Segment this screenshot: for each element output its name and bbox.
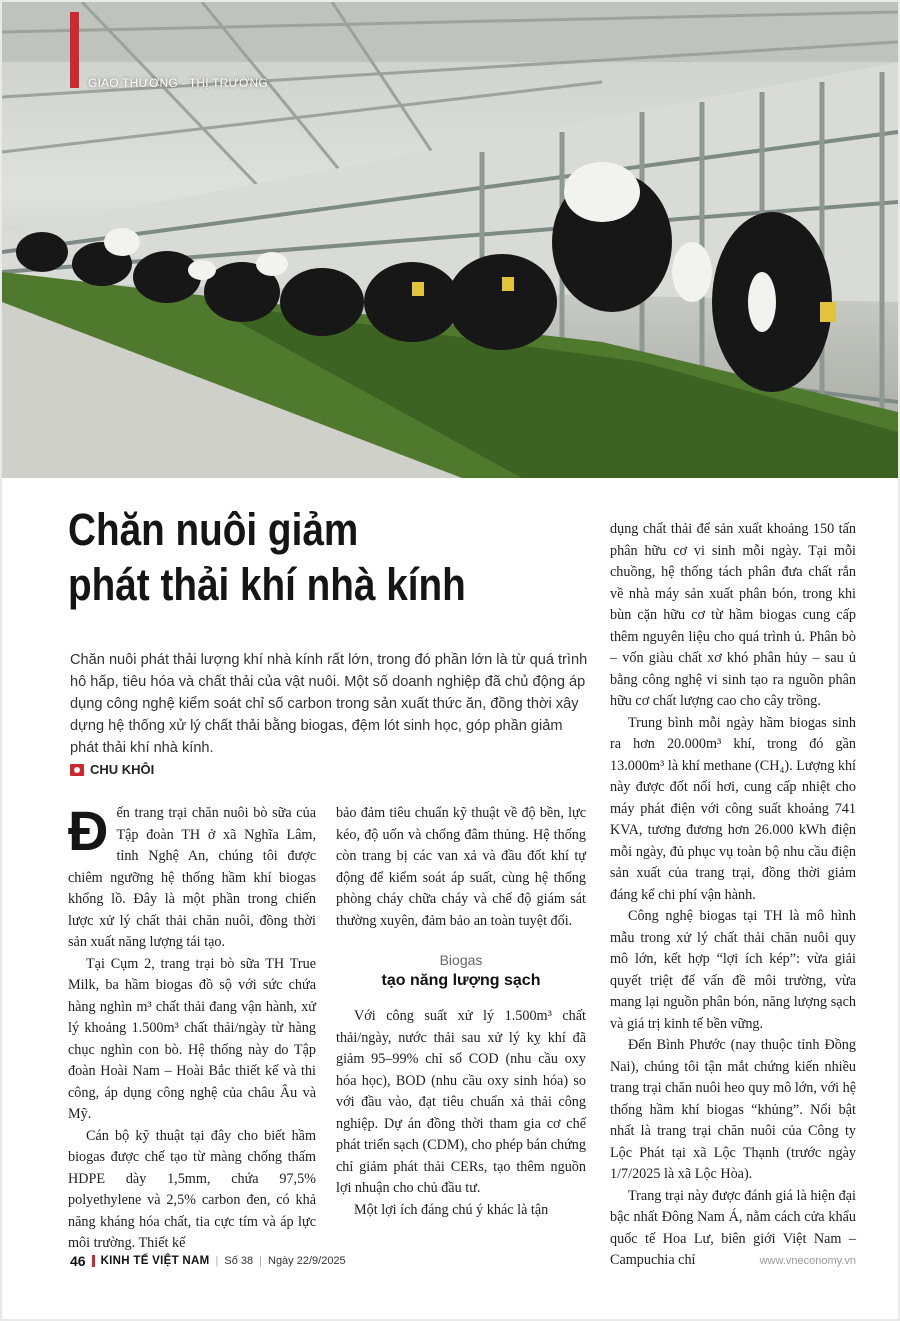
body-paragraph: Trung bình mỗi ngày hầm biogas sinh ra hơn 20.000m³ khí, trong đó gần 13.000m³ là khí methane (CH₄). Lượng khí này được đốt nối hơi, cung cấp nhiệt cho máy phát điện với công suất khoảng 741 KVA, tương đương hơn 26.000 kWh điện mỗi ngày, đủ phục vụ toàn bộ nhu cầu điện sản xuất của trang trại, đồng thời giảm đáng kể chi phí vận hành. bbox=[610, 714, 856, 903]
body-paragraph: Công nghệ biogas tại TH là mô hình mẫu trong xử lý chất thải chăn nuôi quy mô lớn, kết hợp “lợi ích kép”: vừa giải quyết triệt để vấn đề môi trường, vừa mang lại nguồn phân bón, năng lượng sạch và giá trị kinh tế bền vững. bbox=[610, 908, 856, 1032]
body-paragraph: bảo đảm tiêu chuẩn kỹ thuật về độ bền, lực kéo, độ uốn và chống đâm thủng. Hệ thống còn trang bị các van xả và đầu đốt khí tự động để kiểm soát áp suất, cùng hệ thống phòng cháy chữa cháy và chế độ giám sát thường xuyên, đảm bảo an toàn tuyệt đối. bbox=[336, 805, 586, 929]
hero-photo-dairy-barn bbox=[2, 2, 898, 478]
body-paragraph: Trang trại này được đánh giá là hiện đại bậc nhất Đông Nam Á, nằm cách cửa khẩu quốc tế Hoa Lư, biên giới Việt Nam – Campuchia chỉ bbox=[610, 1187, 856, 1268]
drop-cap: Đ bbox=[68, 799, 109, 862]
magazine-name: KINH TẾ VIỆT NAM bbox=[100, 1255, 210, 1267]
body-paragraph: Với công suất xử lý 1.500m³ chất thải/ngày, nước thải sau xử lý kỵ khí đã giảm 95–99% chỉ số COD (nhu cầu oxy hóa học), BOD (nhu cầu oxy sinh hóa) so với đầu vào, đạt tiêu chuẩn xả thải công nghiệp. Dự án đồng thời tham gia cơ chế phát triển sạch (CDM), cho phép bán chứng chỉ giảm phát thải CERs, tạo thêm nguồn lợi nhuận cho chủ đầu tư. bbox=[336, 1008, 586, 1196]
issue-number: Số 38 bbox=[224, 1255, 254, 1267]
magazine-page bbox=[2, 2, 898, 1319]
headline-line-1: Chăn nuôi giảm bbox=[68, 504, 359, 555]
author-name: CHU KHÔI bbox=[90, 762, 155, 777]
section-label: GIAO THƯƠNG - THỊ TRƯỜNG bbox=[88, 76, 268, 90]
subheading bbox=[336, 950, 586, 992]
article-lead: Chăn nuôi phát thải lượng khí nhà kính rất lớn, trong đó phần lớn là từ quá trình hô hấp, tiêu hóa và chất thải của vật nuôi. Một số doanh nghiệp đã chủ động áp dụng công nghệ kiểm soát chỉ số carbon trong sản xuất thức ăn, đồng thời xây dựng hệ thống xử lý chất thải bằng biogas, đệm lót sinh học, góp phần giảm phát thải khí nhà kính. bbox=[70, 652, 588, 756]
issue-date: Ngày 22/9/2025 bbox=[268, 1255, 346, 1267]
website-url: www.vneconomy.vn bbox=[759, 1255, 856, 1267]
body-paragraph: Tại Cụm 2, trang trại bò sữa TH True Milk, ba hầm biogas đồ sộ với sức chứa hàng nghìn m³ chất thải đang vận hành, xử lý khoảng 1.500m³ chất thải/ngày từ hàng chục nghìn con bò. Hệ thống này do Tập đoàn Hoài Nam – Hoài Bắc thiết kế và thi công, áp dụng công nghệ của châu Âu và Mỹ. bbox=[68, 955, 316, 1122]
subheading-title: tạo năng lượng sạch bbox=[381, 972, 541, 989]
article-headline bbox=[68, 502, 515, 612]
section-marker bbox=[70, 12, 79, 88]
byline bbox=[70, 762, 154, 777]
page-number: 46 bbox=[70, 1253, 86, 1269]
body-column-2 bbox=[336, 803, 586, 1231]
body-paragraph: dụng chất thải để sản xuất khoảng 150 tấn phân hữu cơ vi sinh mỗi ngày. Tại mỗi chuồng, hệ thống tách phân đưa chất rắn về nhà máy sản xuất phân bón, trong khi bùn cặn hữu cơ từ hầm biogas cung cấp thêm nguyên liệu cho quá trình ủ. Phân bò – vốn giàu chất xơ khó phân hủy – sau ủ bằng công nghệ vi sinh tạo ra nguồn phân hữu cơ chất lượng cao cho cây trồng. bbox=[610, 521, 856, 709]
body-paragraph: Cán bộ kỹ thuật tại đây cho biết hầm biogas được chế tạo từ màng chống thấm HDPE dày 1,5mm, chứa 97,5% polyethylene và 2,5% carbon đen, có khả năng kháng hóa chất, tia cực tím và áp lực môi trường. Thiết kế bbox=[68, 1127, 316, 1251]
body-paragraph: Đến Bình Phước (nay thuộc tỉnh Đồng Nai), chúng tôi tận mắt chứng kiến nhiều trang trại chăn nuôi heo quy mô lớn, với hệ thống hầm khí biogas “khủng”. Nổi bật nhất là trang trại chăn nuôi của Công ty Lộc Phát tại xã Lộc Thạnh (trước ngày 1/7/2025 là xã Lộc Hòa). bbox=[610, 1037, 856, 1182]
footer-separator: | bbox=[215, 1255, 219, 1267]
body-paragraph bbox=[68, 799, 316, 954]
page-footer bbox=[70, 1252, 856, 1270]
footer-marker bbox=[92, 1255, 95, 1267]
author-icon bbox=[70, 764, 84, 776]
subheading-kicker: Biogas bbox=[439, 952, 483, 968]
paragraph-text: ến trang trại chăn nuôi bò sữa của Tập đoàn TH ở xã Nghĩa Lâm, tỉnh Nghệ An, chúng tôi được chiêm ngưỡng hệ thống hầm khí biogas khổng lồ. Đây là một phần trong chiến lược xử lý chất thải chăn nuôi, đồng thời sản xuất năng lượng tái tạo. bbox=[68, 805, 316, 950]
body-column-1 bbox=[68, 799, 316, 1251]
footer-separator: | bbox=[259, 1255, 262, 1267]
headline-line-2: phát thải khí nhà kính bbox=[68, 559, 466, 610]
body-paragraph: Một lợi ích đáng chú ý khác là tận bbox=[354, 1201, 549, 1218]
barn-illustration bbox=[2, 2, 898, 478]
